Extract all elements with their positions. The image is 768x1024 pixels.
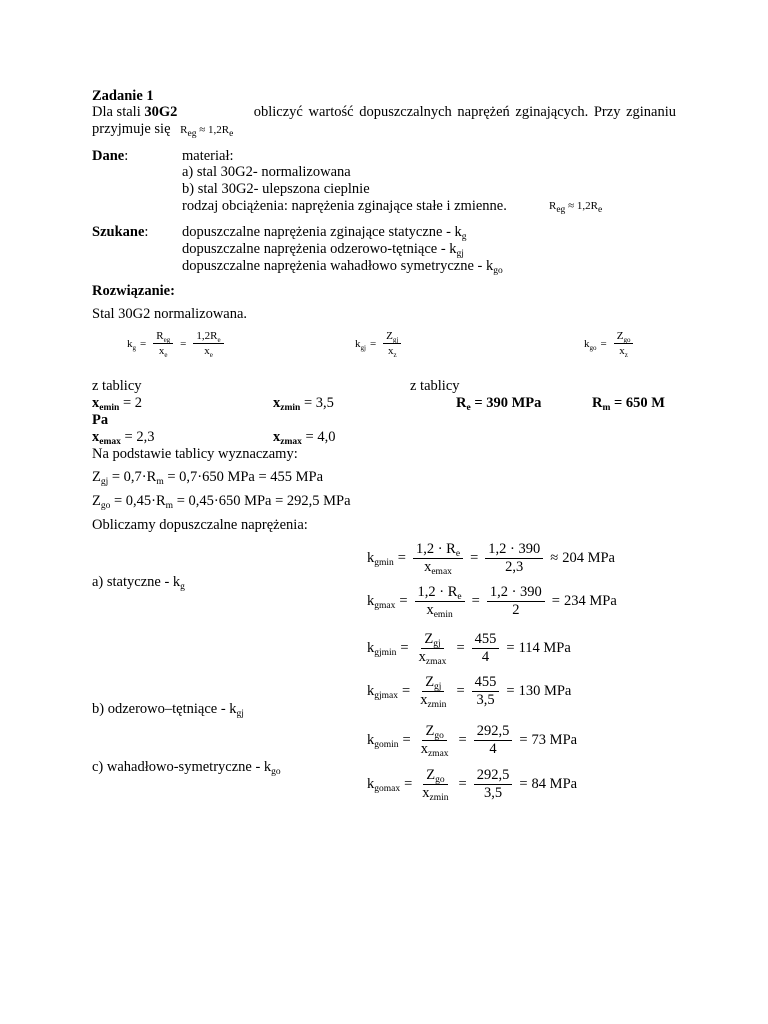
xzmin-sub: zmin [280,403,301,413]
den-text: x [619,345,625,357]
num-text: 1,2R [196,330,218,342]
zgj-sym: Z [92,469,101,485]
symbolic-fraction [413,542,463,575]
rel-lhs-sub: eg [187,129,197,139]
rm-sym: R [592,395,603,411]
denominator [416,649,450,665]
rm-val: = 650 M [610,395,665,411]
sought-text-1: dopuszczalne naprężenia zginające statyczne - k [182,224,462,240]
solution-steel: Stal 30G2 normalizowana. [92,306,248,322]
den-sub: zmax [427,749,449,759]
den-text: x [418,649,426,665]
case-b-label [92,701,244,718]
numerator: 292,5 [474,724,513,741]
result-op: = [551,593,560,609]
sought-text-2: dopuszczalne naprężenia odzerowo-tętniące - k [182,241,457,257]
case-b-sub: gj [236,709,244,719]
eq-lhs-k: k [367,593,375,609]
result-op: = [506,683,515,699]
zgj-sub: gj [100,477,109,487]
fraction [383,330,401,357]
result-op: = [519,776,528,792]
eq-lhs-sub: gmin [374,558,394,568]
result-value: 84 MPa [531,776,578,792]
numeric-fraction [485,542,543,575]
num-text: 1,2 · R [417,584,458,600]
sought-label [92,224,148,241]
given-relation [549,198,602,215]
rm-value [592,395,665,412]
task-title: Zadanie 1 [92,88,154,104]
den-sub: emax [431,567,452,577]
eq-sign: = [456,683,465,699]
eq-sign: = [470,550,479,566]
num-text: Z [425,723,435,739]
xemin-sub: emin [99,403,120,413]
denominator [419,785,451,801]
sought-item-1 [182,224,467,241]
fraction [614,330,634,357]
den-text: x [426,602,434,618]
eq-lhs [367,683,398,700]
re-sub: e [466,403,471,413]
xemin-sym: x [92,395,100,411]
sought-sub-2: gj [456,249,464,259]
num-text: 1,2 · R [415,541,456,557]
intro-rest: obliczyć wartość dopuszczalnych naprężeń zginających. Przy zginaniu [253,104,676,120]
xemax-val: = 2,3 [120,429,155,445]
den-text: x [420,741,428,757]
eq-lhs-k: k [367,683,375,699]
case-b-text: b) odzerowo–tętniące - k [92,701,237,717]
formula-kgj-lhs-sub: gj [360,343,366,352]
eq-sign: = [456,640,465,656]
zgo-sub: go [100,501,111,511]
sought-item-3 [182,258,503,275]
intro-line-1 [92,104,676,121]
sought-text-3: dopuszczalne naprężenia wahadłowo symetryczne - k [182,258,494,274]
eq-sign: = [397,550,406,566]
zgo-mid: = 0,45·R [110,493,166,509]
numeric-fraction [474,768,513,801]
xemax-sub: emax [99,437,121,447]
rel-lhs: R [180,124,188,136]
result-value: 234 MPa [563,593,617,609]
numerator: 455 [472,632,500,649]
num-sub: e [217,336,221,344]
rel-rhs: 1,2R [208,124,230,136]
eq-lhs-k: k [367,640,375,656]
num-sub: eg [163,336,171,344]
num-text: R [156,330,164,342]
result-value: 204 MPa [562,550,615,566]
formula-kgj-lhs-k: k [355,337,361,350]
equation-kgomax [367,768,577,801]
numerator [421,632,443,649]
den-text: x [158,345,165,357]
table-ref-2: z tablicy [410,378,460,394]
numerator: 292,5 [474,768,513,785]
den-sub: zmin [429,793,449,803]
xzmax-sym: x [273,429,281,445]
numerator [383,330,401,344]
den-sub: zmin [427,700,447,710]
zgo-val: = 0,45·650 MPa = 292,5 MPa [173,493,351,509]
denominator: 2,3 [505,559,524,575]
num-sub: e [455,549,461,559]
denominator [385,344,400,357]
numerator [413,542,463,559]
given-rel-lhs-sub: eg [556,205,566,215]
numeric-fraction [474,724,513,757]
denominator: 3,5 [483,785,503,801]
result-value: 73 MPa [531,732,578,748]
denominator [417,692,449,708]
symbolic-fraction [417,675,449,708]
den-text: x [420,692,428,708]
eq-sign: = [458,776,467,792]
eq-lhs-sub: gjmax [374,691,398,701]
re-value [456,395,541,412]
xzmax-sub: zmax [280,437,302,447]
equation-kgjmin [367,632,571,665]
eq-lhs [367,550,394,567]
numerator [415,585,465,602]
formula-kgj [355,330,404,357]
num-text: Z [616,330,624,342]
intro-line-2 [92,121,233,139]
given-colon: : [124,148,129,164]
intro-relation [180,124,234,139]
eq-sign: = [404,776,413,792]
den-text: x [387,345,394,357]
given-label [92,148,128,165]
eq-sign: = [402,683,411,699]
denominator [423,602,455,618]
result-value: 114 MPa [518,640,571,656]
den-text: x [424,559,432,575]
xemax-sym: x [92,429,100,445]
eq-sign: = [180,337,187,350]
case-a-text: a) statyczne - k [92,574,181,590]
eq-lhs-sub: gomax [374,784,401,794]
numeric-fraction [472,675,500,708]
eq-sign: = [600,337,607,350]
zgj-val: = 0,7·650 MPa = 455 MPa [163,469,324,485]
eq-lhs-k: k [367,776,375,792]
solution-heading: Rozwiązanie: [92,283,175,299]
rel-rhs-sub: e [229,129,234,139]
rel-op: ≈ [199,124,206,136]
given-material: materiał: [182,148,234,164]
re-sym: R [456,395,467,411]
eq-sign: = [471,593,480,609]
num-sub: go [435,775,445,785]
xemin [92,395,142,412]
formula-kgo-lhs-k: k [584,337,590,350]
denominator [616,344,631,357]
table-ref-1: z tablicy [92,378,142,394]
case-c-label [92,759,281,776]
fraction [153,330,173,357]
zgj-msub: m [156,477,164,487]
compute-text: Obliczamy dopuszczalne naprężenia: [92,517,308,533]
den-sub: zmax [425,657,447,667]
equation-kgmax [367,585,617,618]
eq-lhs-k: k [367,550,375,566]
den-sub: z [393,351,397,359]
result-op: ≈ [550,550,559,566]
eq-lhs-sub: gjmin [374,648,397,658]
denominator: 4 [489,741,497,757]
num-sub: gj [392,336,399,344]
eq-lhs [367,593,395,610]
eq-sign: = [399,593,408,609]
formula-kg-lhs-sub: g [132,343,136,352]
given-rel-rhs-sub: e [597,205,603,215]
xzmin-val: = 3,5 [300,395,334,411]
formula-kg-lhs [127,338,136,350]
numerator [423,768,447,785]
given-item-a: a) stal 30G2- normalizowana [182,164,351,180]
symbolic-fraction [415,585,465,618]
basis-text: Na podstawie tablicy wyznaczamy: [92,446,298,462]
fraction [193,330,223,357]
rm-value-wrap: Pa [92,412,109,428]
xemax [92,429,154,446]
num-text: Z [386,330,393,342]
equation-kgomin [367,724,577,757]
formula-kg-lhs-k: k [127,337,133,350]
zgo-msub: m [165,501,174,511]
den-text: x [422,785,430,801]
zgo-calc [92,493,351,510]
zgj-calc [92,469,323,486]
denominator [421,559,455,575]
den-text: x [204,345,210,357]
num-text: Z [425,674,435,690]
den-sub: e [164,351,168,359]
num-sub: go [623,336,631,344]
result-value: 130 MPa [518,683,572,699]
eq-lhs-k: k [367,732,375,748]
case-a-label [92,574,185,591]
equation-kgmin [367,542,615,575]
given-item-b: b) stal 30G2- ulepszona cieplnie [182,181,370,197]
sought-label-text: Szukane [92,224,145,240]
eq-sign: = [400,640,409,656]
steel-grade: 30G2 [144,104,178,120]
sought-sub-1: g [461,232,467,242]
den-sub: z [624,351,628,359]
given-rel-rhs: 1,2R [576,200,598,212]
numerator [422,675,444,692]
symbolic-fraction [418,724,452,757]
eq-lhs [367,640,396,657]
formula-kg [127,330,227,357]
numerator: 1,2 · 390 [485,542,543,559]
xzmax [273,429,335,446]
numerator: 1,2 · 390 [487,585,545,602]
given-rel-lhs: R [549,200,557,212]
case-a-sub: g [180,582,185,592]
eq-sign: = [140,337,147,350]
eq-lhs [367,732,399,749]
xzmax-val: = 4,0 [301,429,336,445]
num-text: Z [426,767,436,783]
numerator [614,330,634,344]
intro-assume: przyjmuje się [92,121,171,137]
num-text: Z [424,631,434,647]
numerator [193,330,223,344]
intro-text [92,104,177,121]
zgj-mid: = 0,7·R [108,469,157,485]
result-op: = [519,732,528,748]
symbolic-fraction [419,768,451,801]
xzmin [273,395,334,412]
denominator: 4 [481,649,490,665]
num-sub: e [457,592,462,602]
rm-sub: m [602,403,611,413]
denominator [201,344,216,357]
numerator [153,330,173,344]
denominator: 2 [512,602,520,618]
case-c-text: c) wahadłowo-symetryczne - k [92,759,272,775]
sought-colon: : [144,224,149,240]
num-sub: gj [434,682,442,692]
numeric-fraction [472,632,500,665]
given-rel-op: ≈ [568,200,575,212]
result-op: = [506,640,515,656]
given-load: rodzaj obciążenia: naprężenia zginające stałe i zmienne. [182,198,507,214]
formula-kgo-lhs-sub: go [589,343,597,352]
eq-lhs-sub: gmax [374,601,396,611]
num-sub: gj [433,639,441,649]
denominator: 3,5 [476,692,495,708]
denominator [418,741,452,757]
symbolic-fraction [416,632,450,665]
den-sub: emin [433,610,453,620]
xzmin-sym: x [273,395,281,411]
formula-kgj-lhs [355,338,366,350]
eq-lhs [367,776,400,793]
xemin-val: = 2 [119,395,142,411]
eq-lhs-sub: gomin [374,740,399,750]
re-val: = 390 MPa [470,395,542,411]
sought-item-2 [182,241,464,258]
eq-sign: = [458,732,467,748]
eq-sign: = [369,337,377,350]
numerator: 455 [472,675,500,692]
formula-kgo-lhs [584,338,597,350]
zgo-sym: Z [92,493,101,509]
eq-sign: = [402,732,411,748]
den-sub: e [209,351,213,359]
num-sub: go [434,731,444,741]
intro-prefix: Dla stali [92,104,145,120]
sought-sub-3: go [493,266,503,276]
equation-kgjmax [367,675,571,708]
case-c-sub: go [271,767,281,777]
numerator [422,724,446,741]
formula-kgo [584,330,636,357]
denominator [156,344,171,357]
given-label-text: Dane [92,148,125,164]
numeric-fraction [487,585,545,618]
